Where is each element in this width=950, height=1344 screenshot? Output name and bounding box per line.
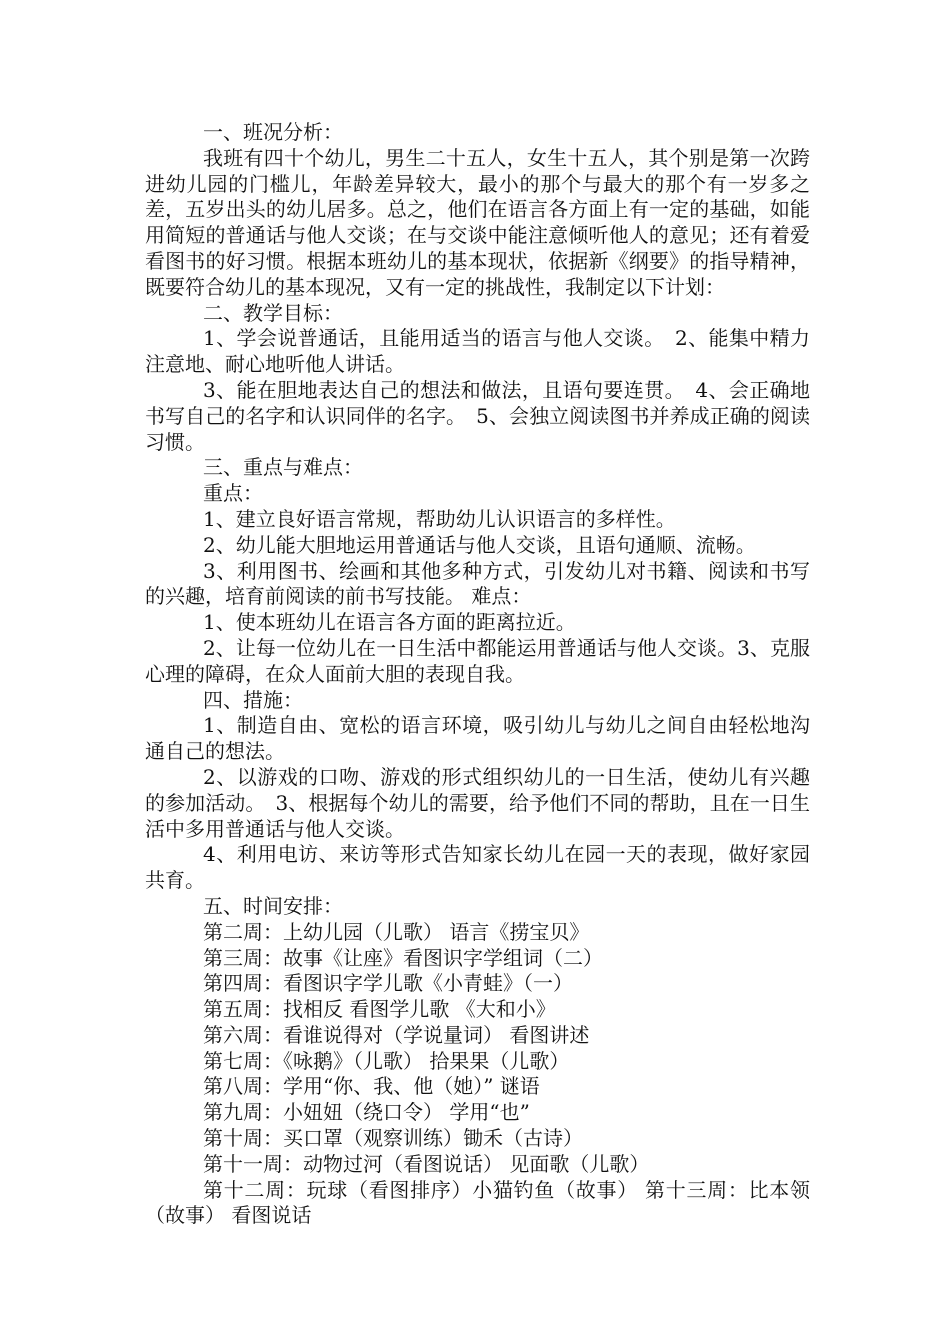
- paragraph-difficult-point-2: 2、让每一位幼儿在一日生活中都能运用普通话与他人交谈。3、克服心理的障碍，在众人面前大胆的表现自我。: [145, 635, 810, 686]
- heading-schedule: 五、时间安排：: [203, 893, 343, 918]
- schedule-item-week-10: 第十周：买口罩（观察训练）锄禾（古诗）: [203, 1126, 583, 1151]
- document-body: [145, 120, 810, 1229]
- schedule-item-week-4: 第四周：看图识字学儿歌《小青蛙》（一）: [203, 971, 573, 996]
- paragraph-class-analysis: 我班有四十个幼儿，男生二十五人，女生十五人，其个别是第一次跨进幼儿园的门槛儿，年龄差异较大，最小的那个与最大的那个有一岁多之差，五岁出头的幼儿居多。总之，他们在语言各方面上有一定的基础，如能用简短的普通话与他人交谈；在与交谈中能注意倾听他人的意见；还有着爱看图书的好习惯。根据本班幼儿的基本现状，依据新《纲要》的指导精神，既要符合幼儿的基本现况，又有一定的挑战性，我制定以下计划：: [145, 145, 810, 299]
- paragraph-measure-4: 4、利用电访、来访等形式告知家长幼儿在园一天的表现，做好家园共育。: [145, 842, 810, 893]
- paragraph-measure-1: 1、制造自由、宽松的语言环境，吸引幼儿与幼儿之间自由轻松地沟通自己的想法。: [145, 713, 810, 764]
- heading-measures: 四、措施：: [203, 687, 303, 712]
- paragraph-goals-1: 1、学会说普通话，且能用适当的语言与他人交谈。 2、能集中精力注意地、耐心地听他人讲话。: [145, 326, 810, 377]
- paragraph-key-point-3: 3、利用图书、绘画和其他多种方式，引发幼儿对书籍、阅读和书写的兴趣，培育前阅读的前书写技能。 难点：: [145, 558, 810, 609]
- paragraph-key-point-1: 1、建立良好语言常规，帮助幼儿认识语言的多样性。: [203, 506, 676, 531]
- heading-key-points: 重点：: [203, 481, 263, 506]
- schedule-item-week-8: 第八周：学用“你、我、他（她）” 谜语: [203, 1074, 540, 1099]
- schedule-item-week-2: 第二周：上幼儿园（儿歌） 语言《捞宝贝》: [203, 919, 590, 944]
- schedule-item-week-3: 第三周：故事《让座》看图识字学组词（二）: [203, 945, 603, 970]
- paragraph-measure-2: 2、以游戏的口吻、游戏的形式组织幼儿的一日生活，使幼儿有兴趣的参加活动。 3、根据每个幼儿的需要，给予他们不同的帮助，且在一日生活中多用普通话与他人交谈。: [145, 764, 810, 841]
- schedule-item-week-11: 第十一周：动物过河（看图说话） 见面歌（儿歌）: [203, 1151, 650, 1176]
- heading-teaching-goals: 二、教学目标：: [203, 300, 343, 325]
- schedule-item-week-7: 第七周：《咏鹅》（儿歌） 拾果果（儿歌）: [203, 1048, 570, 1073]
- schedule-item-week-12-13: 第十二周：玩球（看图排序）小猫钓鱼（故事） 第十三周：比本领（故事） 看图说话: [145, 1177, 810, 1228]
- paragraph-goals-2: 3、能在胆地表达自己的想法和做法，且语句要连贯。 4、会正确地书写自己的名字和认识同伴的名字。 5、会独立阅读图书并养成正确的阅读习惯。: [145, 377, 810, 454]
- paragraph-difficult-point-1: 1、使本班幼儿在语言各方面的距离拉近。: [203, 610, 576, 635]
- schedule-item-week-5: 第五周：找相反 看图学儿歌 《大和小》: [203, 997, 556, 1022]
- schedule-item-week-9: 第九周：小妞妞（绕口令） 学用“也”: [203, 1100, 530, 1125]
- schedule-item-week-6: 第六周：看谁说得对（学说量词） 看图讲述: [203, 1022, 590, 1047]
- heading-key-difficult-points: 三、重点与难点：: [203, 455, 363, 480]
- heading-class-analysis: 一、班况分析：: [203, 120, 343, 144]
- paragraph-key-point-2: 2、幼儿能大胆地运用普通话与他人交谈，且语句通顺、流畅。: [203, 532, 756, 557]
